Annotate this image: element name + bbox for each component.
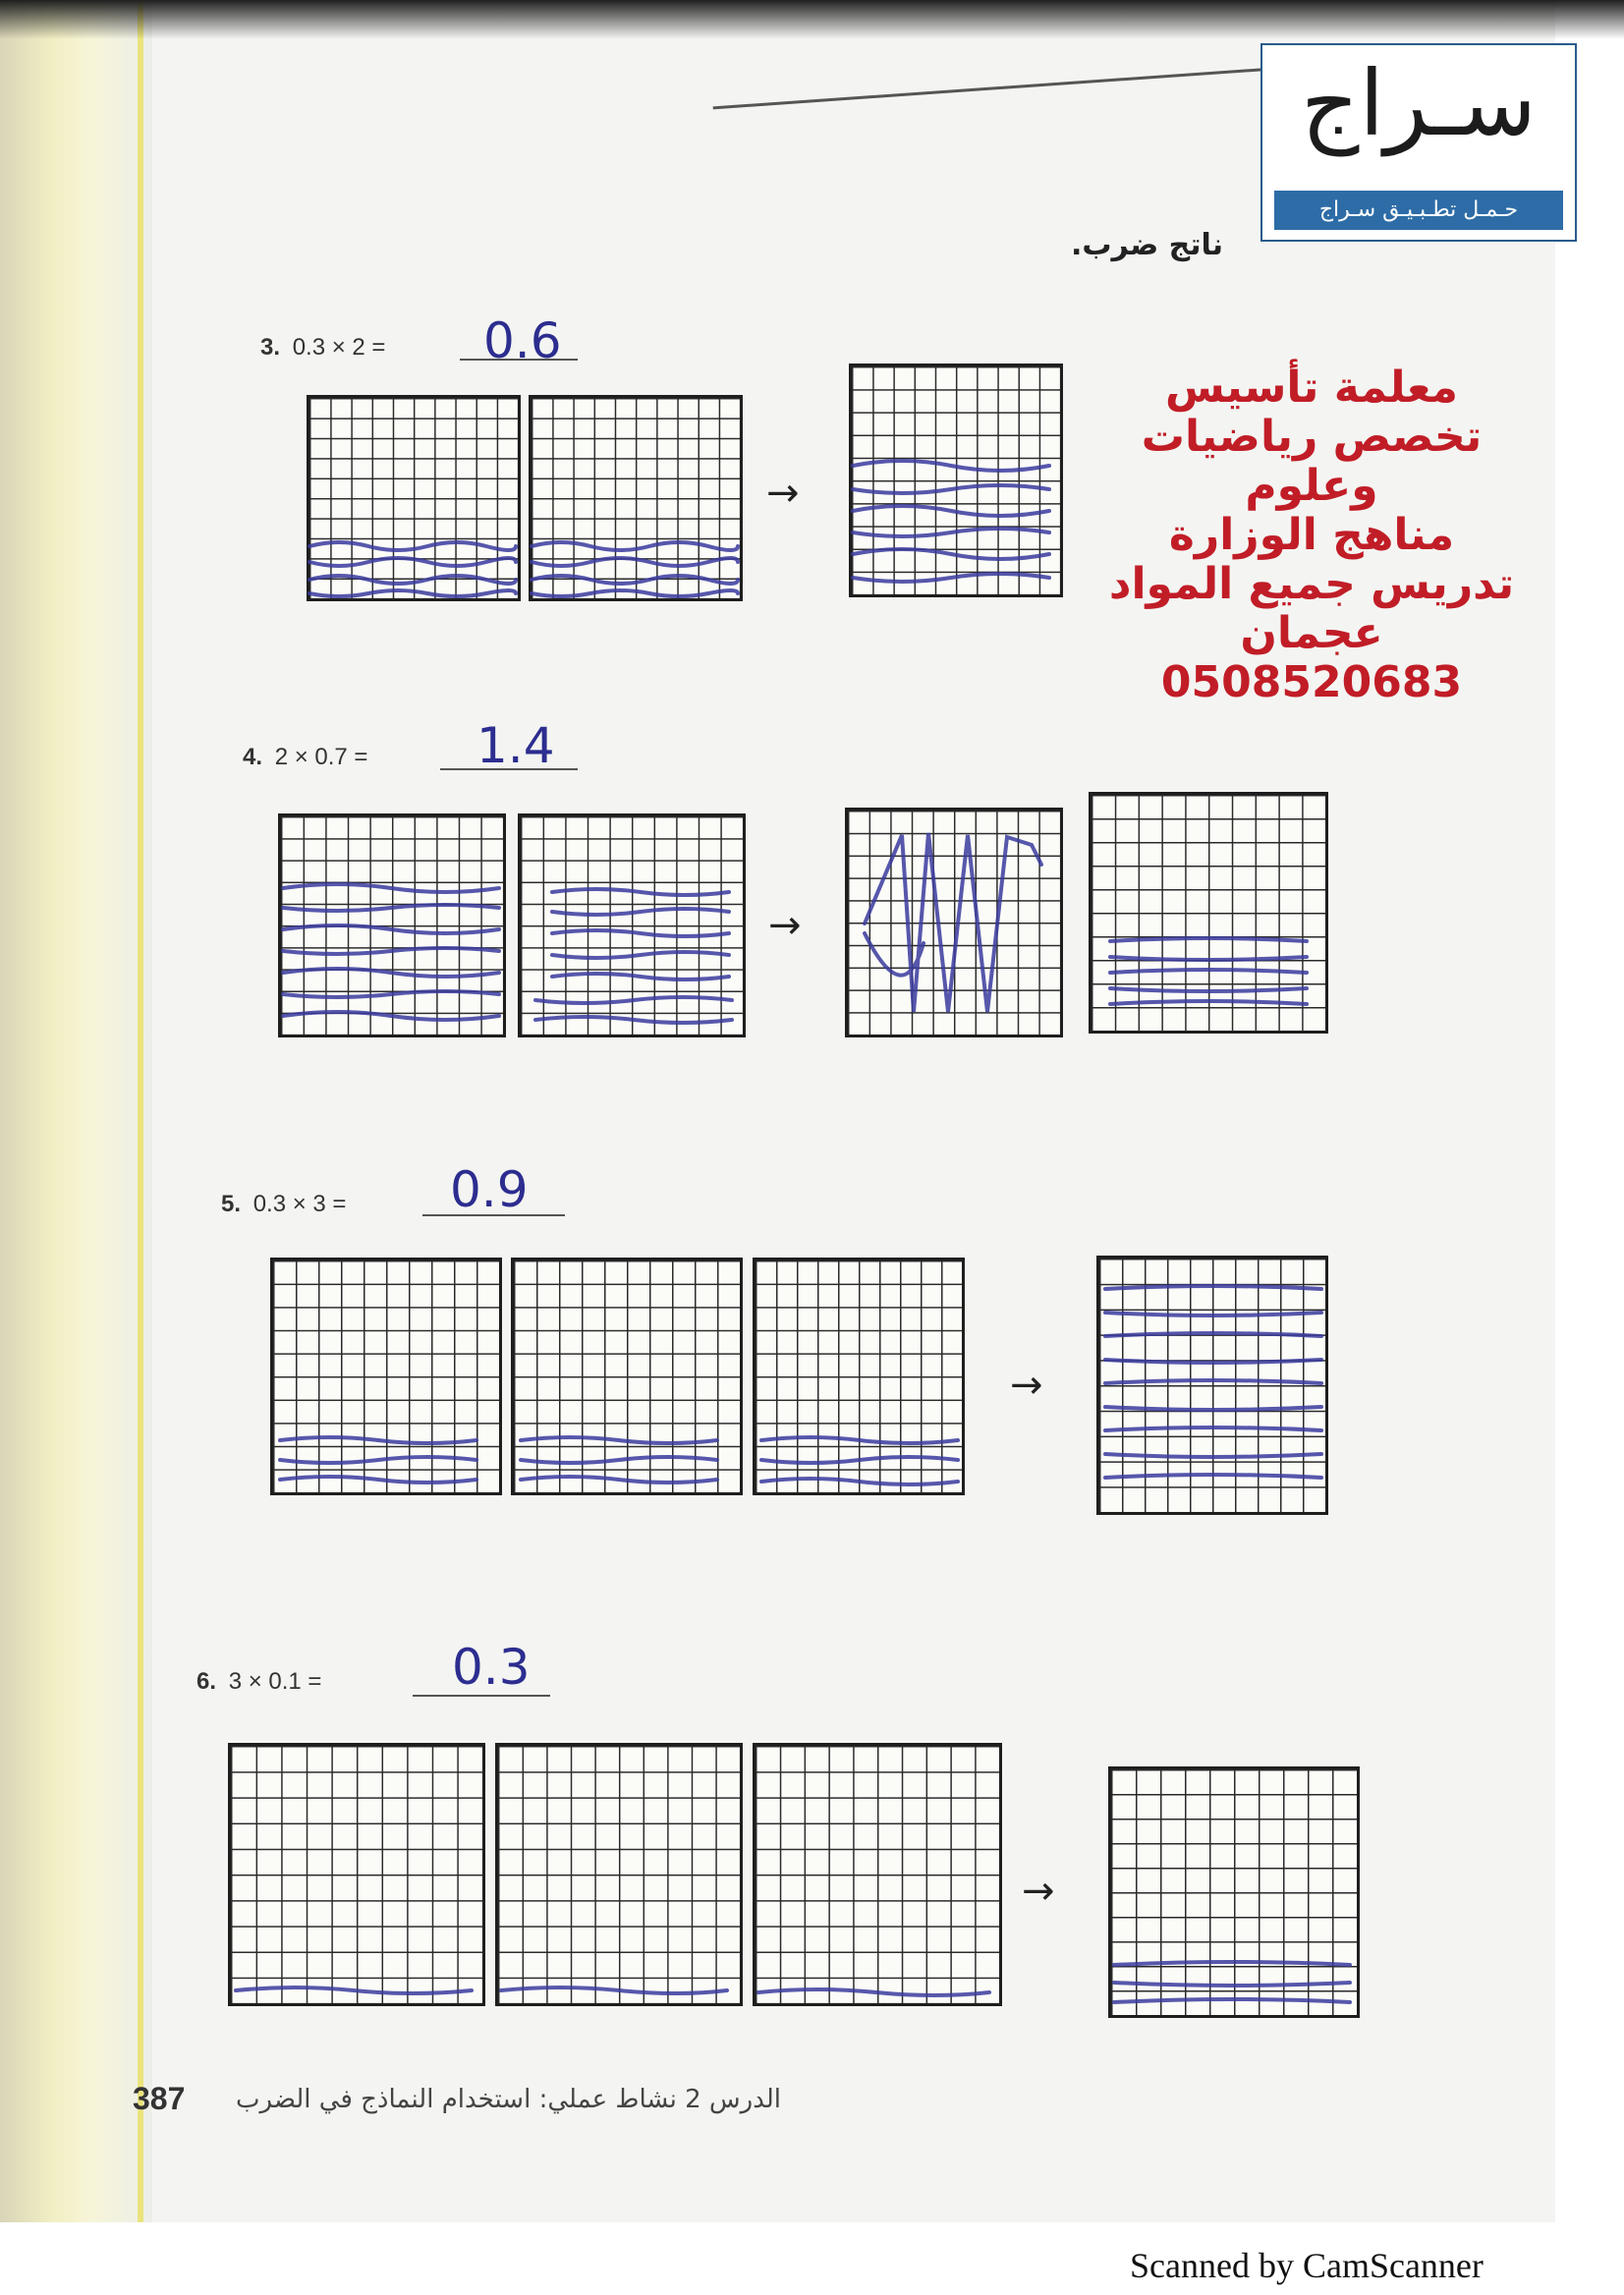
siraj-logo xyxy=(1260,43,1577,242)
instruction-text: ناتج ضرب. xyxy=(1071,228,1224,262)
problem-number: 6. xyxy=(196,1668,217,1695)
tutor-advertisement xyxy=(1100,364,1523,707)
logo-wordmark: سـراج xyxy=(1301,51,1537,156)
problem-number: 3. xyxy=(260,334,281,361)
arrow-icon: → xyxy=(768,903,802,948)
arrow-icon: → xyxy=(766,471,800,516)
handwritten-answer: 0.3 xyxy=(452,1639,531,1696)
hundred-grid xyxy=(228,1743,485,2006)
ad-line: وعلوم xyxy=(1245,461,1378,511)
logo-tagline: حـمـل تطـبـيـق سـراج xyxy=(1274,191,1563,230)
hundred-grid xyxy=(270,1258,502,1495)
hundred-grid xyxy=(753,1258,965,1495)
ad-line: تخصص رياضيات xyxy=(1141,412,1483,462)
problem-5 xyxy=(221,1191,346,1218)
top-shadow xyxy=(0,0,1624,39)
result-grid xyxy=(1096,1256,1328,1515)
result-grid xyxy=(849,364,1063,597)
problem-3 xyxy=(260,334,385,362)
problem-number: 4. xyxy=(243,744,263,770)
problem-4 xyxy=(243,744,367,771)
handwritten-answer: 0.9 xyxy=(450,1161,529,1218)
handwritten-answer: 0.6 xyxy=(483,312,562,369)
book-spine xyxy=(0,0,152,2222)
hundred-grid xyxy=(511,1258,743,1495)
problem-expression: 0.3 × 2 = xyxy=(292,334,386,361)
arrow-icon: → xyxy=(1010,1363,1043,1408)
lesson-footer: الدرس 2 نشاط عملي: استخدام النماذج في الضرب xyxy=(236,2085,782,2114)
hundred-grid xyxy=(307,395,521,601)
page-edge-highlight xyxy=(138,0,143,2222)
handwritten-answer: 1.4 xyxy=(476,717,555,774)
problem-number: 5. xyxy=(221,1191,242,1217)
hundred-grid xyxy=(495,1743,743,2006)
ad-line: تدريس جميع المواد xyxy=(1108,559,1515,609)
problem-6 xyxy=(196,1668,321,1696)
problem-expression: 3 × 0.1 = xyxy=(228,1668,322,1695)
result-grid xyxy=(1089,792,1328,1034)
ad-phone: 0508520683 xyxy=(1160,657,1463,707)
hundred-grid xyxy=(753,1743,1002,2006)
arrow-icon: → xyxy=(1022,1869,1055,1914)
hundred-grid xyxy=(518,813,746,1037)
problem-expression: 0.3 × 3 = xyxy=(252,1191,347,1217)
problem-expression: 2 × 0.7 = xyxy=(274,744,368,770)
ad-line: معلمة تأسيس xyxy=(1164,363,1458,413)
camscanner-watermark: Scanned by CamScanner xyxy=(1130,2246,1484,2285)
page-number: 387 xyxy=(133,2081,186,2116)
result-grid xyxy=(1108,1766,1360,2018)
hundred-grid xyxy=(529,395,743,601)
ad-line: عجمان xyxy=(1240,608,1383,658)
result-grid xyxy=(845,808,1063,1037)
hundred-grid xyxy=(278,813,506,1037)
ad-line: مناهج الوزارة xyxy=(1168,510,1455,560)
